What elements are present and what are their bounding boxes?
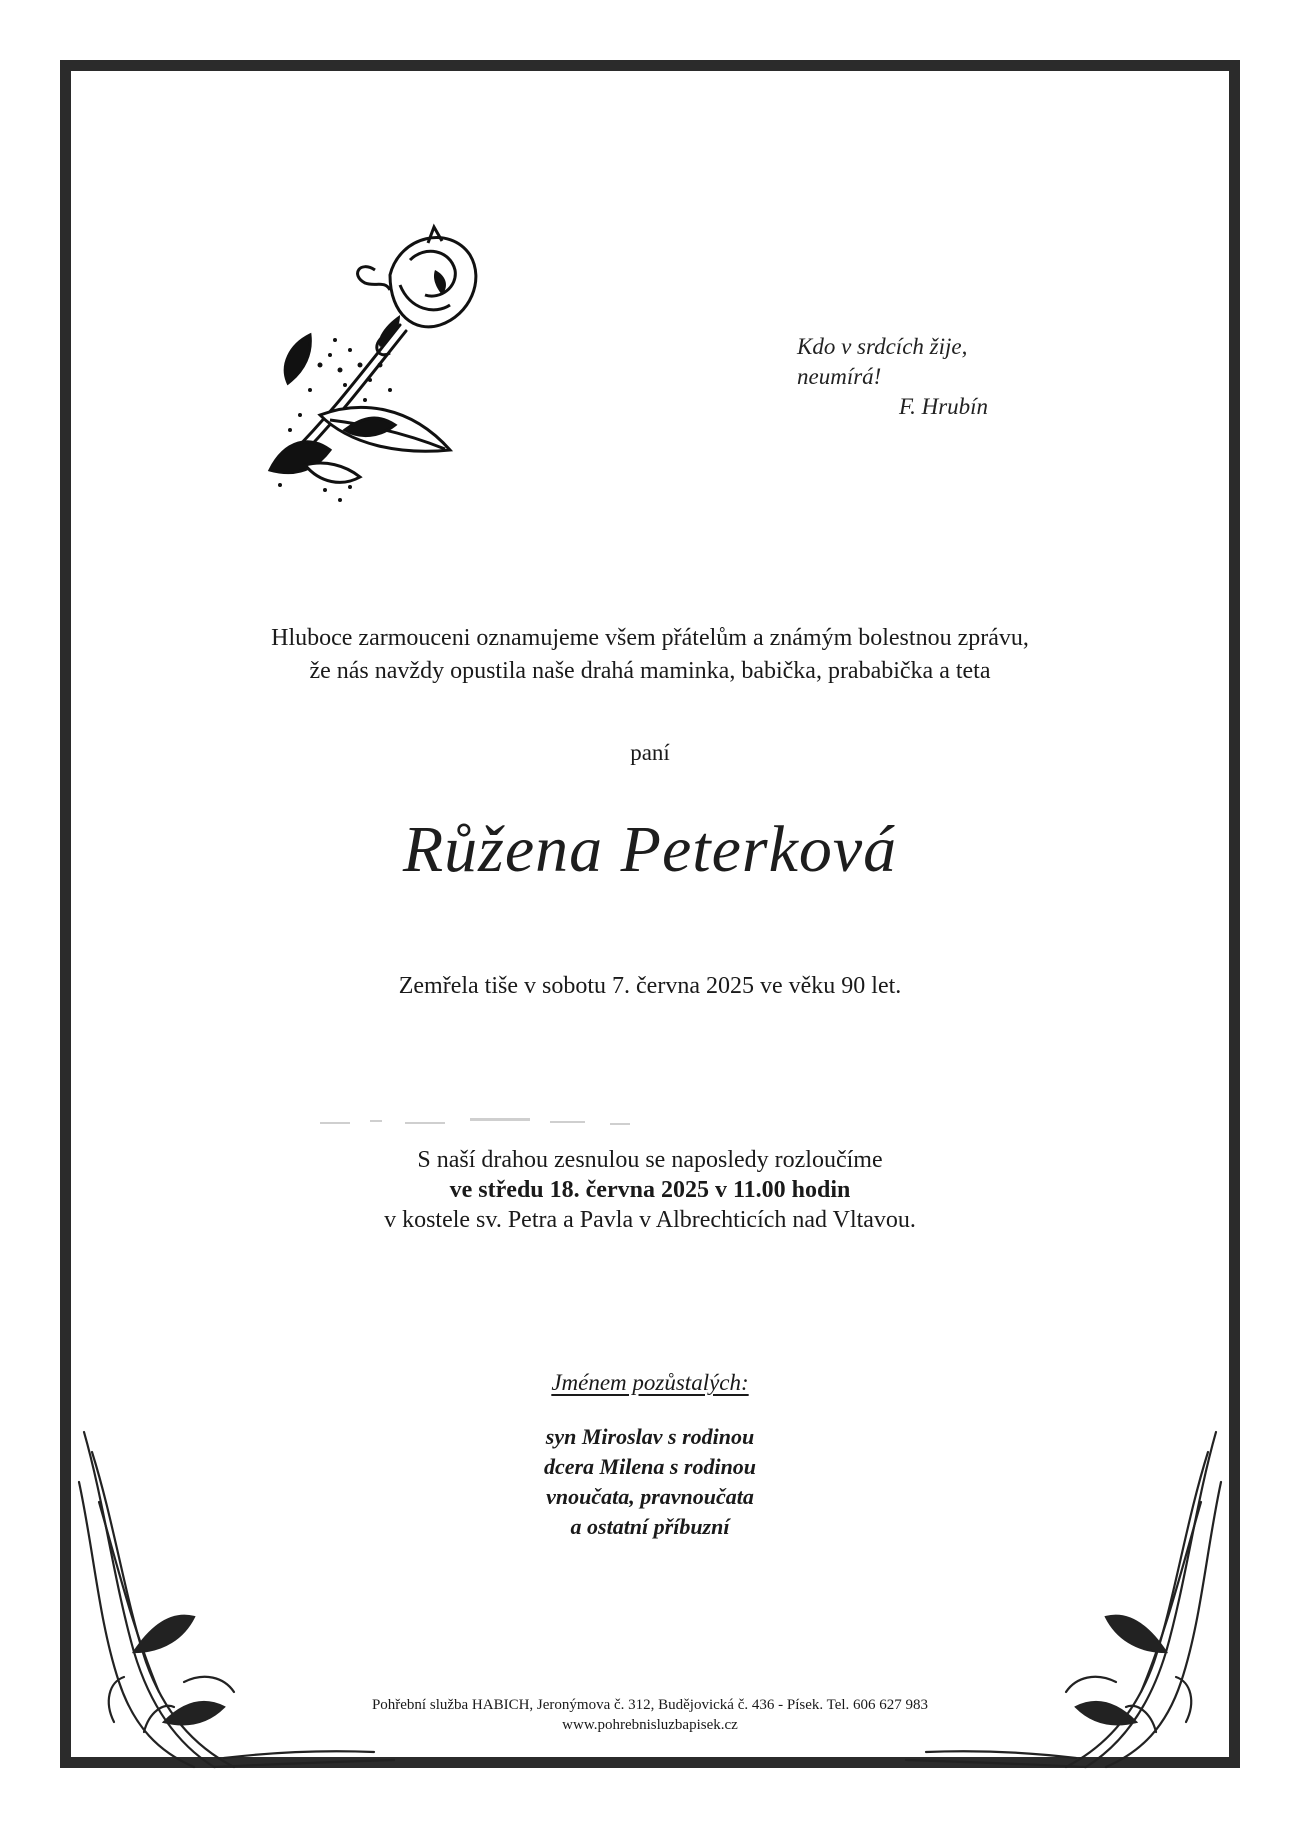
motto-quote: [797, 332, 988, 422]
footer-website: www.pohrebnisluzbapisek.cz: [562, 1717, 738, 1733]
motto-author: F. Hrubín: [899, 394, 989, 419]
survivor-item: a ostatní příbuzní: [570, 1514, 730, 1539]
farewell-location: v kostele sv. Petra a Pavla v Albrechticích nad Vltavou.: [384, 1207, 916, 1233]
survivor-item: dcera Milena s rodinou: [543, 1454, 757, 1479]
farewell-date-time: ve středu 18. června 2025 v 11.00 hodin: [449, 1177, 851, 1203]
survivors-heading: Jménem pozůstalých:: [551, 1370, 749, 1395]
death-notice: Zemřela tiše v sobotu 7. června 2025 ve věku 90 let.: [398, 973, 902, 999]
salutation: paní: [630, 740, 670, 765]
motto-line-2: neumírá!: [797, 364, 882, 389]
funeral-service-footer: [0, 1695, 1300, 1735]
footer-contact: Pohřební služba HABICH, Jeronýmova č. 312, Budějovická č. 436 - Písek. Tel. 606 627 983: [371, 1697, 929, 1713]
farewell-line-1: S naší drahou zesnulou se naposledy rozloučíme: [417, 1147, 883, 1173]
survivor-item: vnoučata, pravnoučata: [546, 1484, 754, 1509]
announcement-line-2: že nás navždy opustila naše drahá maminka, babička, prababička a teta: [309, 658, 991, 684]
rose-icon: [250, 215, 490, 515]
announcement-line-1: Hluboce zarmouceni oznamujeme všem přátelům a známým bolestnou zprávu,: [271, 625, 1029, 651]
motto-line-1: Kdo v srdcích žije,: [797, 334, 968, 359]
deceased-name: Růžena Peterková: [402, 813, 898, 886]
survivor-item: syn Miroslav s rodinou: [545, 1424, 755, 1449]
scan-specks: [310, 1112, 670, 1132]
announcement-text: [0, 622, 1300, 688]
farewell-text: [0, 1145, 1300, 1235]
